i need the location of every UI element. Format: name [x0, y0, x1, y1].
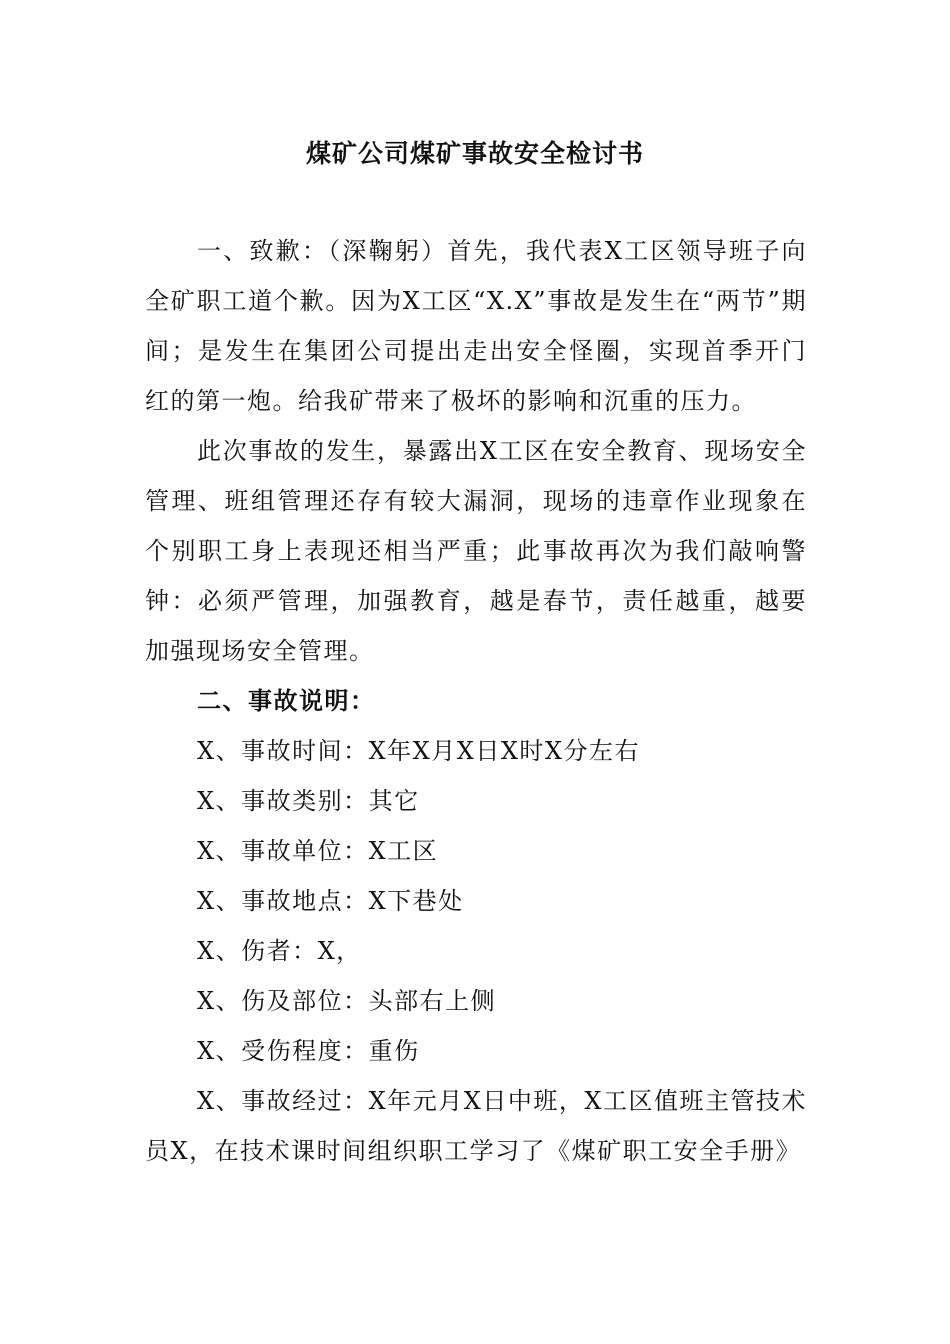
list-item-accident-location: X、事故地点：X下巷处 — [197, 887, 464, 915]
document-title: 煤矿公司煤矿事故安全检讨书 — [305, 139, 644, 168]
accident-process-paragraph: X、事故经过：X年元月X日中班，X工区值班主管技术员X，在技术课时间组织职工学习了《煤矿职工安全手册》 — [145, 1087, 807, 1165]
section-heading: 二、事故说明： — [197, 686, 376, 715]
apology-paragraph: 一、致歉：（深鞠躬）首先，我代表X工区领导班子向全矿职工道个歉。因为X工区“X.X”事故是发生在“两节”期间；是发生在集团公司提出走出安全怪圈，实现首季开门红的第一炮。给我矿带来了极坏的影响和沉重的压力。 — [145, 237, 807, 415]
list-item-injury-severity: X、受伤程度：重伤 — [197, 1037, 420, 1065]
list-item-injury-site: X、伤及部位：头部右上侧 — [197, 987, 497, 1015]
list-item-accident-time: X、事故时间：X年X月X日X时X分左右 — [197, 737, 641, 765]
exposure-paragraph: 此次事故的发生，暴露出X工区在安全教育、现场安全管理、班组管理还存有较大漏洞，现场的违章作业现象在个别职工身上表现还相当严重；此事故再次为我们敲响警钟：必须严管理，加强教育，越是春节，责任越重，越要加强现场安全管理。 — [145, 437, 807, 665]
list-item-accident-category: X、事故类别：其它 — [197, 787, 420, 815]
document-body — [145, 226, 807, 1176]
list-item-accident-unit: X、事故单位：X工区 — [197, 837, 439, 865]
list-item-injured-person: X、伤者：X， — [197, 937, 362, 965]
